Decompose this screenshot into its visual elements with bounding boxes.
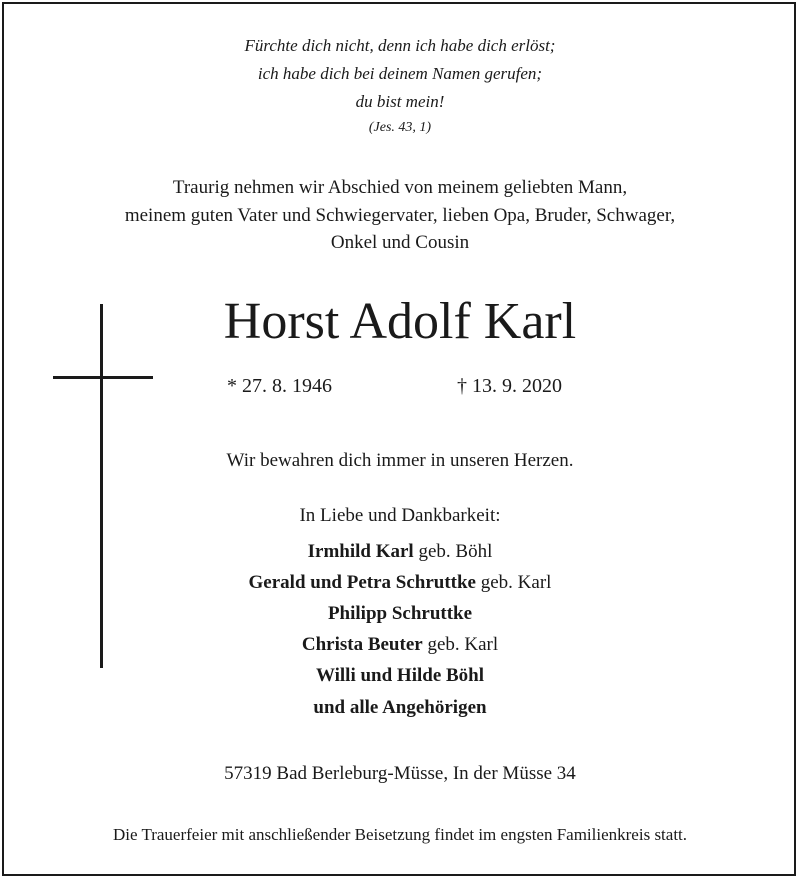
intro-line-2: meinem guten Vater und Schwiegervater, lieben Opa, Bruder, Schwager, [124, 205, 676, 226]
funeral-note: Die Trauerfeier mit anschließender Beisetzung findet im engsten Familienkreis statt. [112, 825, 688, 844]
intro-line-3: Onkel und Cousin [330, 232, 470, 253]
intro-line-1: Traurig nehmen wir Abschied von meinem geliebten Mann, [172, 177, 628, 198]
mourner-4 [0, 634, 800, 656]
latin-cross-bar [53, 376, 153, 379]
mourner-2 [0, 572, 800, 594]
memorial-line: Wir bewahren dich immer in unseren Herzen. [226, 450, 574, 471]
verse-line-2: ich habe dich bei deinem Namen gerufen; [257, 64, 543, 83]
mourner-3 [0, 603, 800, 625]
birth-date: * 27. 8. 1946 [227, 375, 332, 397]
deceased-name: Horst Adolf Karl [223, 293, 577, 350]
signoff-line: In Liebe und Dankbarkeit: [299, 505, 501, 526]
verse-reference: (Jes. 43, 1) [368, 120, 432, 135]
mourner-name: Gerald und Petra Schruttke [248, 572, 476, 593]
mourner-name: Willi und Hilde Böhl [315, 665, 485, 686]
mourner-suffix: geb. Karl [476, 572, 552, 593]
mourner-name: Philipp Schruttke [327, 603, 473, 624]
mourner-name: und alle Angehörigen [313, 697, 487, 718]
mourner-suffix: geb. Karl [422, 634, 499, 655]
mourner-name: Irmhild Karl [307, 541, 414, 562]
mourner-name: Christa Beuter [301, 634, 423, 655]
death-date: † 13. 9. 2020 [457, 375, 562, 397]
mourner-suffix: geb. Böhl [413, 541, 493, 562]
mourner-5 [0, 665, 800, 687]
verse-line-3: du bist mein! [355, 92, 445, 111]
address-line: 57319 Bad Berleburg-Müsse, In der Müsse 34 [224, 763, 576, 784]
mourner-6 [0, 697, 800, 719]
mourner-1 [0, 541, 800, 563]
verse-line-1: Fürchte dich nicht, denn ich habe dich erlöst; [244, 36, 556, 55]
